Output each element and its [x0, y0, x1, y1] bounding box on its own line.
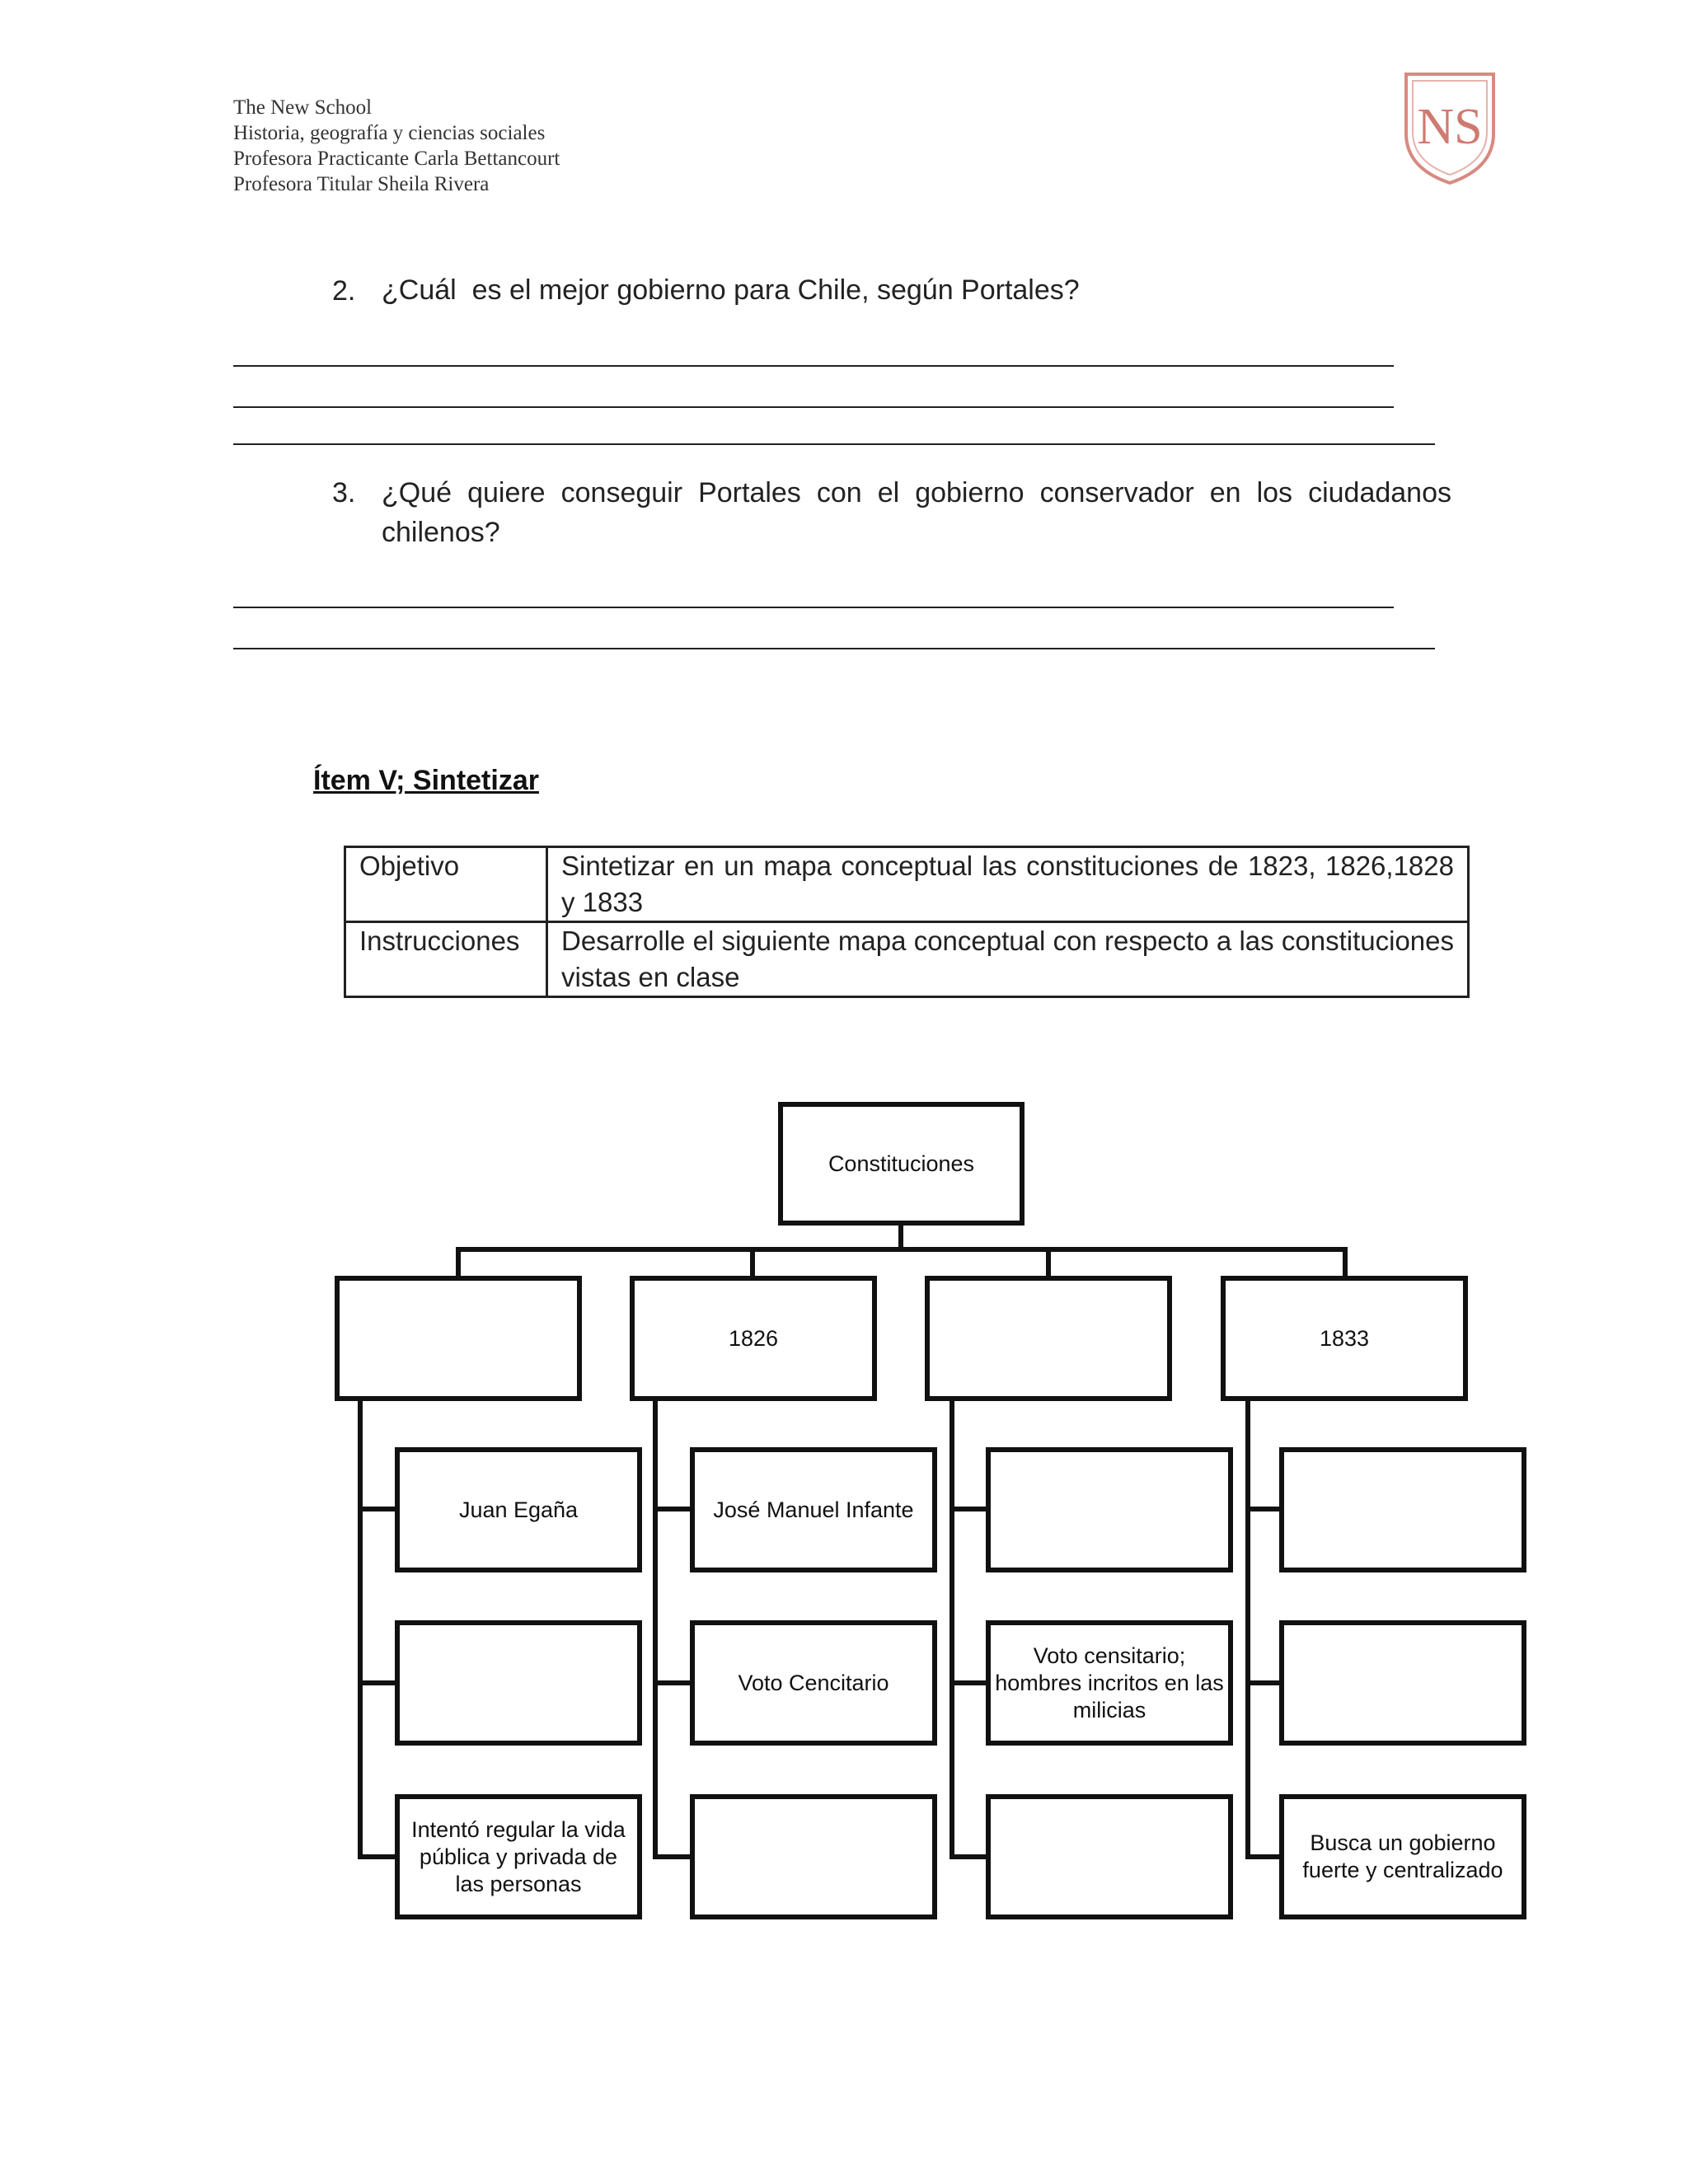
concept-box-empty[interactable] — [986, 1794, 1233, 1919]
concept-box-empty[interactable] — [395, 1620, 642, 1746]
logo-monogram: NS — [1417, 99, 1483, 155]
concept-box: Voto censitario; hombres incritos en las milicias — [986, 1620, 1233, 1746]
question-2-text: ¿Cuál es el mejor gobierno para Chile, según Portales? — [382, 274, 1080, 306]
head-teacher-line: Profesora Titular Sheila Rivera — [233, 173, 490, 195]
concept-box: José Manuel Infante — [690, 1447, 937, 1572]
objective-text: Sintetizar en un mapa conceptual las constituciones de 1823, 1826,1828 y 1833 — [547, 847, 1469, 922]
constitution-1833-box: 1833 — [1221, 1276, 1468, 1401]
concept-box-empty[interactable] — [1279, 1447, 1526, 1572]
subject-line: Historia, geografía y ciencias sociales — [233, 122, 546, 144]
constitution-1826-box: 1826 — [630, 1276, 877, 1401]
concept-box-empty[interactable] — [1279, 1620, 1526, 1746]
question-3-text: ¿Qué quiere conseguir Portales con el gobierno conservador en los ciudadanos chilenos? — [382, 477, 1451, 548]
concept-box: Busca un gobierno fuerte y centralizado — [1279, 1794, 1526, 1919]
question-3-number: 3. — [332, 477, 356, 509]
constitution-1823-box[interactable] — [335, 1276, 582, 1401]
school-name: The New School — [233, 96, 373, 119]
concept-box-empty[interactable] — [986, 1447, 1233, 1572]
concept-box: Intentó regular la vida pública y privada de las personas — [395, 1794, 642, 1919]
objective-label: Objetivo — [345, 847, 547, 922]
instructions-text: Desarrolle el siguiente mapa conceptual con respecto a las constituciones vistas en clase — [547, 922, 1469, 997]
concept-box: Juan Egaña — [395, 1447, 642, 1572]
concept-box: Voto Cencitario — [690, 1620, 937, 1746]
section-title: Ítem V; Sintetizar — [313, 765, 539, 796]
concept-box-empty[interactable] — [690, 1794, 937, 1919]
constitution-1828-box[interactable] — [925, 1276, 1172, 1401]
instructions-label: Instrucciones — [345, 922, 547, 997]
practicing-teacher-line: Profesora Practicante Carla Bettancourt — [233, 148, 560, 170]
question-2-number: 2. — [332, 275, 356, 307]
concept-root: Constituciones — [778, 1102, 1025, 1226]
